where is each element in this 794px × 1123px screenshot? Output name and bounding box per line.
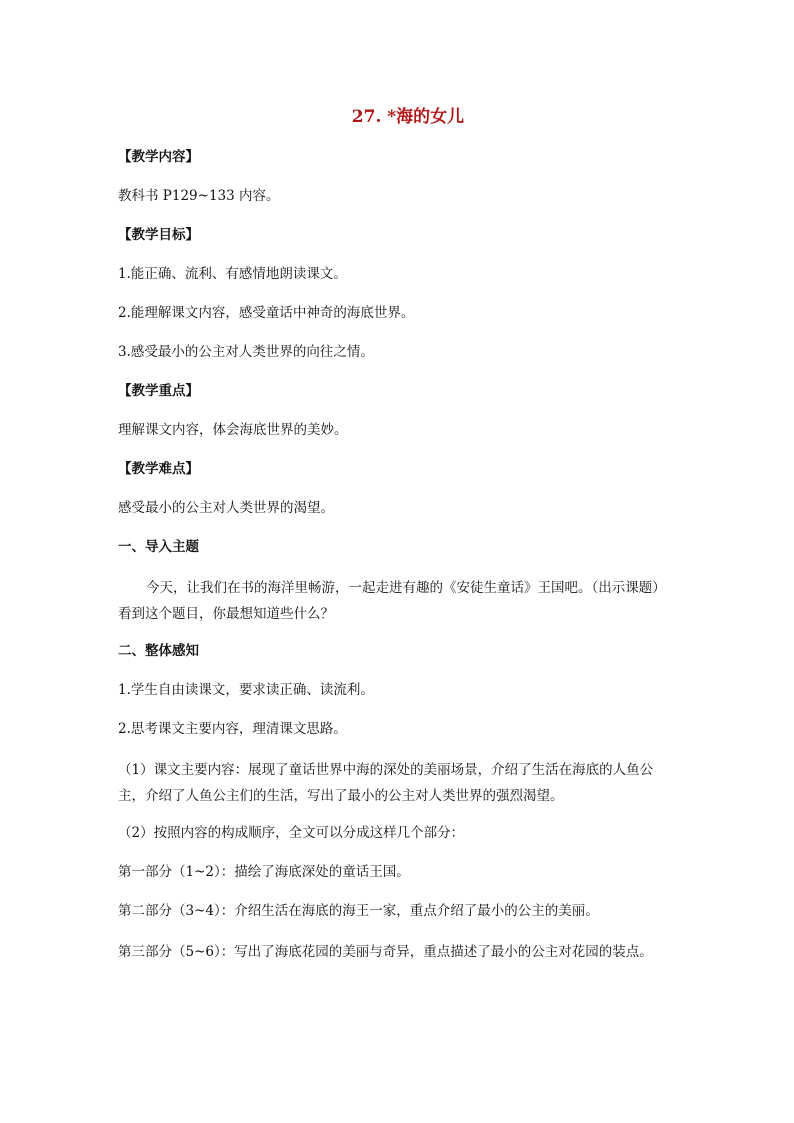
paragraph: 第三部分（5~6）：写出了海底花园的美丽与奇异，重点描述了最小的公主对花园的装点。 <box>118 944 653 960</box>
paragraph: 1.学生自由读课文，要求读正确、读流利。 <box>118 682 374 698</box>
paragraph: （2）按照内容的构成顺序，全文可以分成这样几个部分： <box>118 825 465 841</box>
section-heading-objectives: 【教学目标】 <box>118 227 199 243</box>
paragraph: 今天，让我们在书的海洋里畅游，一起走进有趣的《安徒生童话》王国吧。（出示课题）看到这个题目，你最想知道些什么？ <box>118 580 666 622</box>
document-title: 27. *海的女儿 <box>351 107 465 127</box>
paragraph: 第二部分（3~4）：介绍生活在海底的海王一家，重点介绍了最小的公主的美丽。 <box>118 903 599 919</box>
paragraph: 感受最小的公主对人类世界的渴望。 <box>118 500 334 516</box>
section-heading-keypoints: 【教学重点】 <box>118 383 199 399</box>
paragraph: 第一部分（1~2）：描绘了海底深处的童话王国。 <box>118 864 410 880</box>
paragraph: 2.能理解课文内容，感受童话中神奇的海底世界。 <box>118 305 415 321</box>
paragraph: 1.能正确、流利、有感情地朗读课文。 <box>118 266 347 282</box>
paragraph: （1）课文主要内容：展现了童话世界中海的深处的美丽场景，介绍了生活在海底的人鱼公主，介绍了人鱼公主们的生活，写出了最小的公主对人类世界的强烈渴望。 <box>118 762 654 804</box>
section-heading-difficulties: 【教学难点】 <box>118 461 199 477</box>
section-heading-intro: 一、导入主题 <box>118 539 199 555</box>
section-heading-content: 【教学内容】 <box>118 149 199 165</box>
paragraph: 教科书 P129~133 内容。 <box>118 188 280 204</box>
document-body <box>118 104 678 978</box>
paragraph: 3.感受最小的公主对人类世界的向往之情。 <box>118 344 374 360</box>
section-heading-overview: 二、整体感知 <box>118 643 199 659</box>
paragraph: 2.思考课文主要内容，理清课文思路。 <box>118 721 347 737</box>
paragraph: 理解课文内容，体会海底世界的美妙。 <box>118 422 348 438</box>
